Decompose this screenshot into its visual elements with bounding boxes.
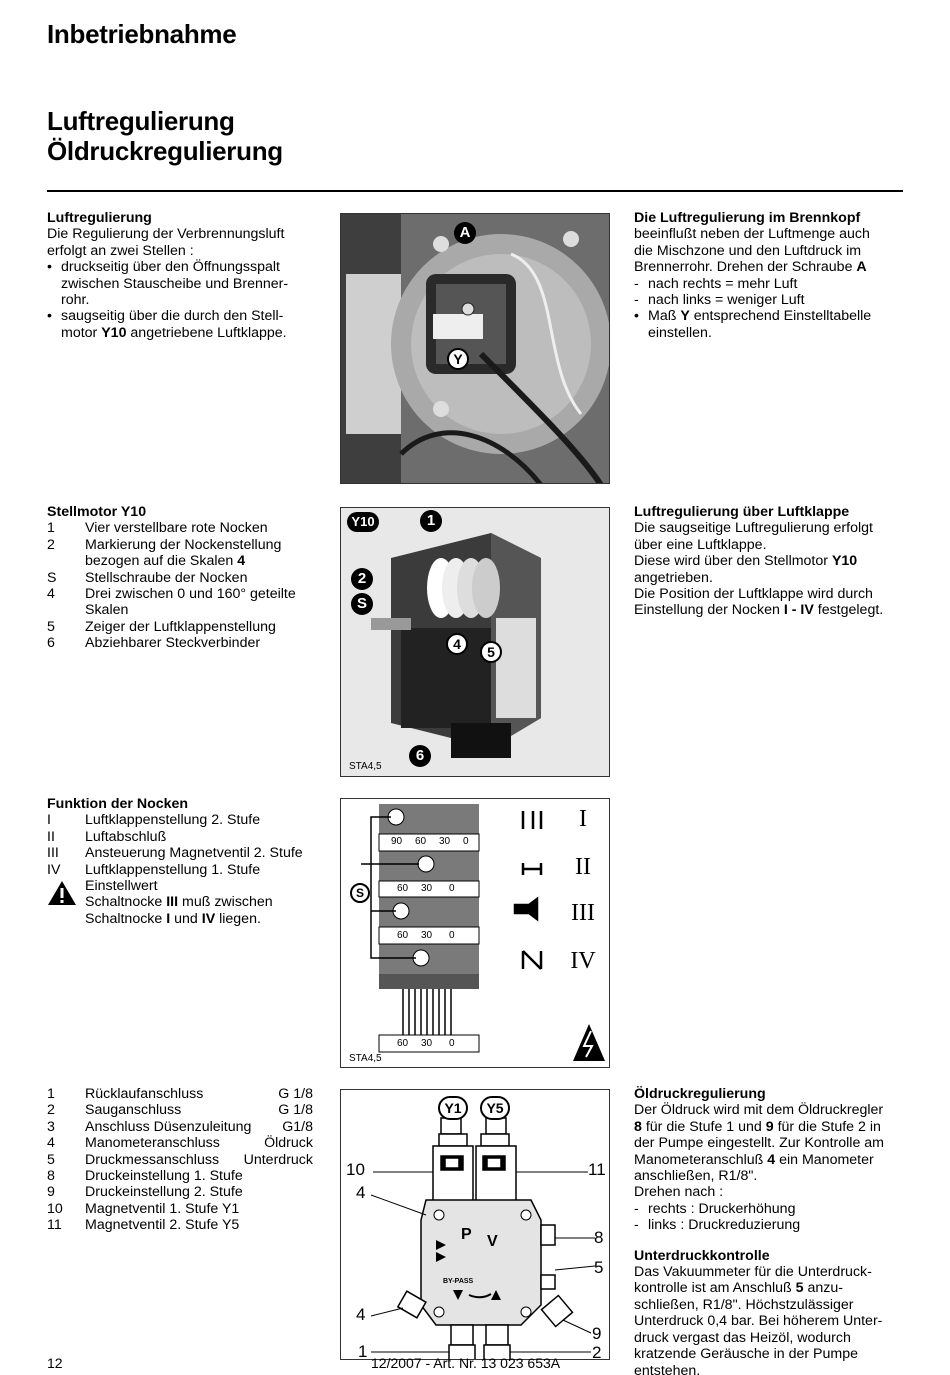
label-y: Y xyxy=(447,348,469,370)
paragraph: angetrieben. xyxy=(634,569,713,586)
paragraph: kratzende Geräusche in der Pumpe xyxy=(634,1346,858,1363)
warning-note: Einstellwert Schaltnocke III muß zwischen Schaltnocke I und IV liegen. xyxy=(47,878,332,927)
paragraph: Drehen nach : xyxy=(634,1184,724,1201)
brennkopf-illustration xyxy=(341,214,610,484)
luftklappe-text xyxy=(634,504,924,619)
paragraph: Unterdruck 0,4 bar. Bei höherem Unter- xyxy=(634,1313,883,1330)
figure-caption: STA4,5 xyxy=(349,761,382,772)
list-item: 3 Anschluss Düsenzuleitung G1/8 xyxy=(47,1118,313,1135)
paragraph: Die Position der Luftklappe wird durch xyxy=(634,586,873,603)
paragraph: schließen, R1/8". Höchstzulässiger xyxy=(634,1296,854,1313)
nocken-heading: Funktion der Nocken xyxy=(47,796,189,812)
label-y5: Y5 xyxy=(480,1096,510,1120)
dash-item: - rechts : Druckerhöhung xyxy=(634,1200,796,1217)
paragraph: Brennerrohr. Drehen der Schraube A xyxy=(634,259,867,276)
list-item: 2 Sauganschluss G 1/8 xyxy=(47,1102,313,1119)
paragraph: die Mischzone und den Luftdruck im xyxy=(634,242,862,259)
stellmotor-illustration xyxy=(341,508,610,777)
roman-2: II xyxy=(575,854,591,880)
paragraph: druck vergast das Heizöl, wodurch xyxy=(634,1329,851,1346)
label-8: 8 xyxy=(594,1228,604,1247)
dash-item: - nach links = weniger Luft xyxy=(634,292,805,309)
label-10: 10 xyxy=(346,1160,365,1179)
list-item: 5 Zeiger der Luftklappenstellung xyxy=(47,618,276,635)
list-item: 10 Magnetventil 1. Stufe Y1 xyxy=(47,1200,240,1217)
label-1: 1 xyxy=(358,1342,368,1360)
label-s: S xyxy=(350,883,370,903)
pump-legend xyxy=(47,1086,313,1234)
roman-3: III xyxy=(571,900,595,926)
list-item: IV Luftklappenstellung 1. Stufe xyxy=(47,861,261,878)
brennkopf-text xyxy=(634,210,909,341)
label-1: 1 xyxy=(420,510,442,532)
label-6: 6 xyxy=(409,745,431,767)
pump-diagram xyxy=(340,1089,610,1360)
paragraph: der Pumpe eingestellt. Zur Kontrolle am xyxy=(634,1135,884,1152)
list-item: Skalen xyxy=(85,602,129,619)
brennkopf-photo xyxy=(340,213,610,484)
label-5: 5 xyxy=(480,641,502,663)
paragraph: Diese wird über den Stellmotor Y10 xyxy=(634,553,858,570)
list-item: III Ansteuerung Magnetventil 2. Stufe xyxy=(47,845,303,862)
dash-item: - links : Druckreduzierung xyxy=(634,1217,801,1234)
label-a: A xyxy=(454,222,476,244)
paragraph: beeinflußt neben der Luftmenge auch xyxy=(634,226,870,243)
label-v: V xyxy=(487,1233,498,1250)
stellmotor-text xyxy=(47,504,332,652)
page-number: 12 xyxy=(47,1355,63,1371)
pump-schematic xyxy=(341,1090,610,1360)
list-item: 4 Manometeranschluss Öldruck xyxy=(47,1135,313,1152)
list-item: 9 Druckeinstellung 2. Stufe xyxy=(47,1184,243,1201)
label-4: 4 xyxy=(446,633,468,655)
stellmotor-photo xyxy=(340,507,610,777)
label-4-top: 4 xyxy=(356,1183,366,1202)
nocken-text xyxy=(47,796,332,927)
paragraph: anschließen, R1/8". xyxy=(634,1168,758,1185)
title-rule xyxy=(47,190,903,192)
luftregulierung-heading: Luftregulierung xyxy=(47,210,152,226)
bullet-item: • saugseitig über die durch den Stell- motor Y10 angetriebene Luftklappe. xyxy=(47,308,287,341)
list-item: II Luftabschluß xyxy=(47,828,167,845)
page-title: Inbetriebnahme xyxy=(47,19,237,49)
brennkopf-heading: Die Luftregulierung im Brennkopf xyxy=(634,210,861,226)
section-title-line1: Luftregulierung xyxy=(47,106,235,136)
nocken-schematic xyxy=(341,799,610,1068)
label-y10: Y10 xyxy=(347,512,379,532)
luftklappe-heading: Luftregulierung über Luftklappe xyxy=(634,504,850,520)
label-5: 5 xyxy=(594,1258,604,1277)
paragraph: erfolgt an zwei Stellen : xyxy=(47,242,194,259)
list-item: 4 Drei zwischen 0 und 160° geteilte xyxy=(47,586,296,603)
section-title-line2: Öldruckregulierung xyxy=(47,136,283,166)
paragraph: Einstellung der Nocken I - IV festgelegt. xyxy=(634,602,884,619)
dash-item: - nach rechts = mehr Luft xyxy=(634,275,798,292)
paragraph: Manometeranschluß 4 ein Manometer xyxy=(634,1151,874,1168)
unterdruck-heading: Unterdruckkontrolle xyxy=(634,1247,770,1264)
list-item: 5 Druckmessanschluss Unterdruck xyxy=(47,1151,313,1168)
paragraph: über eine Luftklappe. xyxy=(634,536,767,553)
paragraph: kontrolle ist am Anschluß 5 anzu- xyxy=(634,1280,843,1297)
section-title xyxy=(47,106,283,166)
label-2: 2 xyxy=(351,568,373,590)
list-item: S Stellschraube der Nocken xyxy=(47,569,248,586)
label-s: S xyxy=(351,593,373,615)
paragraph: entstehen. xyxy=(634,1362,701,1375)
bullet-item: • druckseitig über den Öffnungsspalt zwischen Stauscheibe und Brenner- rohr. xyxy=(47,259,289,309)
list-item: 2 Markierung der Nockenstellung xyxy=(47,536,282,553)
paragraph: Der Öldruck wird mit dem Öldruckregler xyxy=(634,1102,884,1119)
paragraph: 8 für die Stufe 1 und 9 für die Stufe 2 in xyxy=(634,1118,881,1135)
list-item: I Luftklappenstellung 2. Stufe xyxy=(47,812,261,829)
label-9: 9 xyxy=(592,1324,602,1343)
label-4-bottom: 4 xyxy=(356,1305,366,1324)
paragraph: Das Vakuummeter für die Unterdruck- xyxy=(634,1264,872,1281)
label-y1: Y1 xyxy=(438,1096,468,1120)
paragraph: Die saugseitige Luftregulierung erfolgt xyxy=(634,520,873,537)
list-item: 11 Magnetventil 2. Stufe Y5 xyxy=(47,1217,240,1234)
oeldruck-heading: Öldruckregulierung xyxy=(634,1086,766,1102)
list-item: 1 Vier verstellbare rote Nocken xyxy=(47,520,268,537)
list-item: bezogen auf die Skalen 4 xyxy=(85,553,246,570)
roman-1: I xyxy=(579,806,587,832)
bullet-item: • Maß Y entsprechend Einstelltabelle einstellen. xyxy=(634,308,872,341)
label-2: 2 xyxy=(592,1343,602,1360)
oeldruck-text xyxy=(634,1086,909,1375)
roman-4: IV xyxy=(570,948,596,974)
article-reference: 12/2007 - Art. Nr. 13 023 653A xyxy=(371,1355,561,1371)
luftregulierung-text xyxy=(47,210,322,341)
paragraph: Die Regulierung der Verbrennungsluft xyxy=(47,226,285,243)
label-11: 11 xyxy=(588,1160,606,1179)
list-item: 1 Rücklaufanschluss G 1/8 xyxy=(47,1086,313,1102)
nocken-diagram: 90 60 30 0 60 30 0 60 30 0 60 30 0 S I II III IV STA4,5 xyxy=(340,798,610,1068)
warning-icon xyxy=(47,878,85,927)
list-item: 6 Abziehbarer Steckverbinder xyxy=(47,635,261,652)
stellmotor-heading: Stellmotor Y10 xyxy=(47,504,147,520)
list-item: 8 Druckeinstellung 1. Stufe xyxy=(47,1168,243,1185)
label-bypass: BY-PASS xyxy=(443,1278,474,1285)
label-p: P xyxy=(461,1226,472,1243)
figure-caption: STA4,5 xyxy=(349,1053,382,1064)
